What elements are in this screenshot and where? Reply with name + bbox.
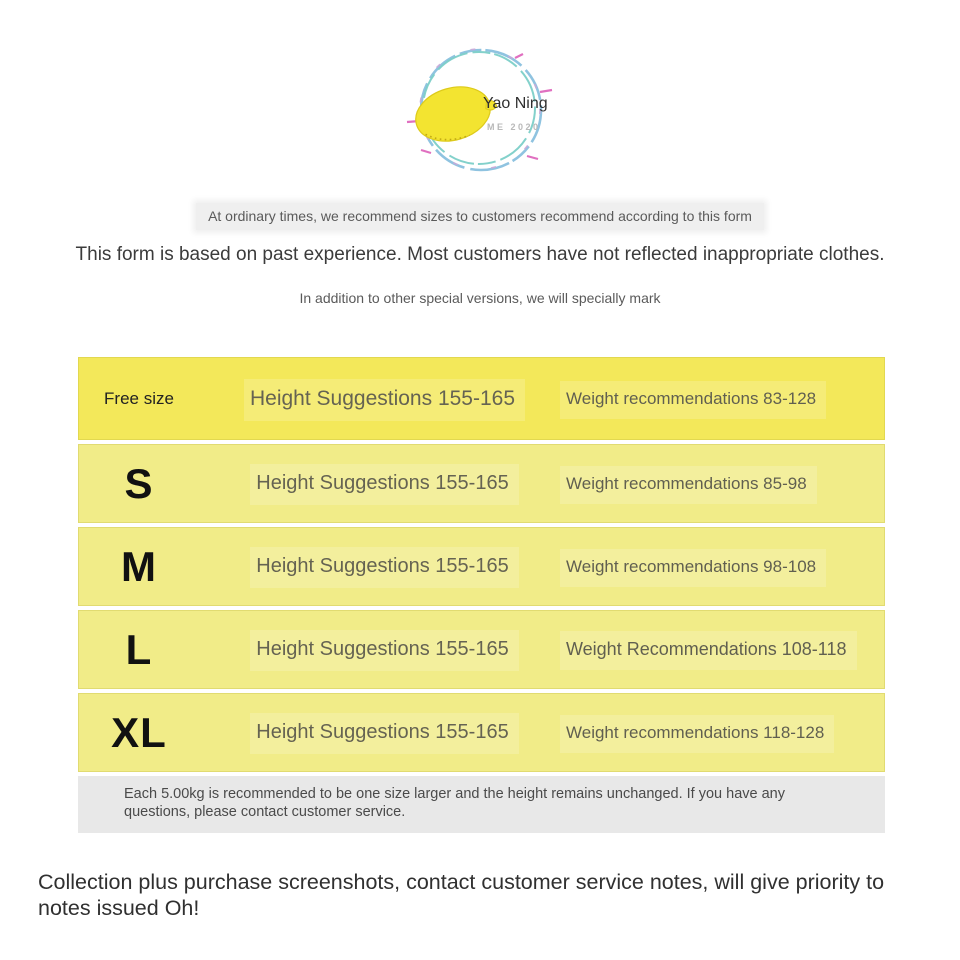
weight-recommendation: Weight recommendations 85-98 (566, 473, 807, 493)
table-row-xl (78, 693, 885, 772)
weight-recommendation: Weight Recommendations 108-118 (566, 639, 847, 659)
table-row-free-size (78, 357, 885, 440)
size-label: M (121, 542, 157, 590)
height-suggestion: Height Suggestions 155-165 (256, 721, 509, 743)
intro-line-1 (0, 203, 960, 230)
size-table (78, 357, 885, 833)
size-label: Free size (104, 388, 174, 408)
table-row-s (78, 444, 885, 523)
height-suggestion: Height Suggestions 155-165 (256, 555, 509, 577)
size-label: S (124, 459, 154, 507)
intro-line-3: In addition to other special versions, we will specially mark (299, 290, 661, 306)
weight-recommendation: Weight recommendations 118-128 (566, 722, 825, 742)
size-note-band (78, 776, 885, 833)
height-suggestion: Height Suggestions 155-165 (249, 386, 516, 410)
intro-line-1-text: At ordinary times, we recommend sizes to customers recommend according to this form (196, 203, 764, 230)
height-suggestion: Height Suggestions 155-165 (256, 638, 509, 660)
weight-recommendation: Weight recommendations 98-108 (566, 556, 817, 576)
size-label: XL (111, 708, 167, 756)
lemon-icon (409, 77, 502, 150)
weight-recommendation: Weight recommendations 83-128 (566, 388, 817, 408)
size-note-text: Each 5.00kg is recommended to be one size larger and the height remains unchanged. If you have any questions, please contact customer service. (124, 786, 785, 820)
lemon-logo-graphic (395, 42, 565, 182)
table-row-m (78, 527, 885, 606)
brand-subtext: ME 2020 (487, 122, 541, 132)
brand-logo (0, 42, 960, 182)
intro-line-2: This form is based on past experience. Most customers have not reflected inappropriate clothes. (75, 244, 885, 265)
size-label: L (125, 625, 153, 673)
height-suggestion: Height Suggestions 155-165 (256, 472, 509, 494)
footer-note: Collection plus purchase screenshots, contact customer service notes, will give priority to notes issued Oh! (38, 870, 885, 920)
brand-name-text: Yao Ning (483, 95, 548, 112)
table-row-l (78, 610, 885, 689)
